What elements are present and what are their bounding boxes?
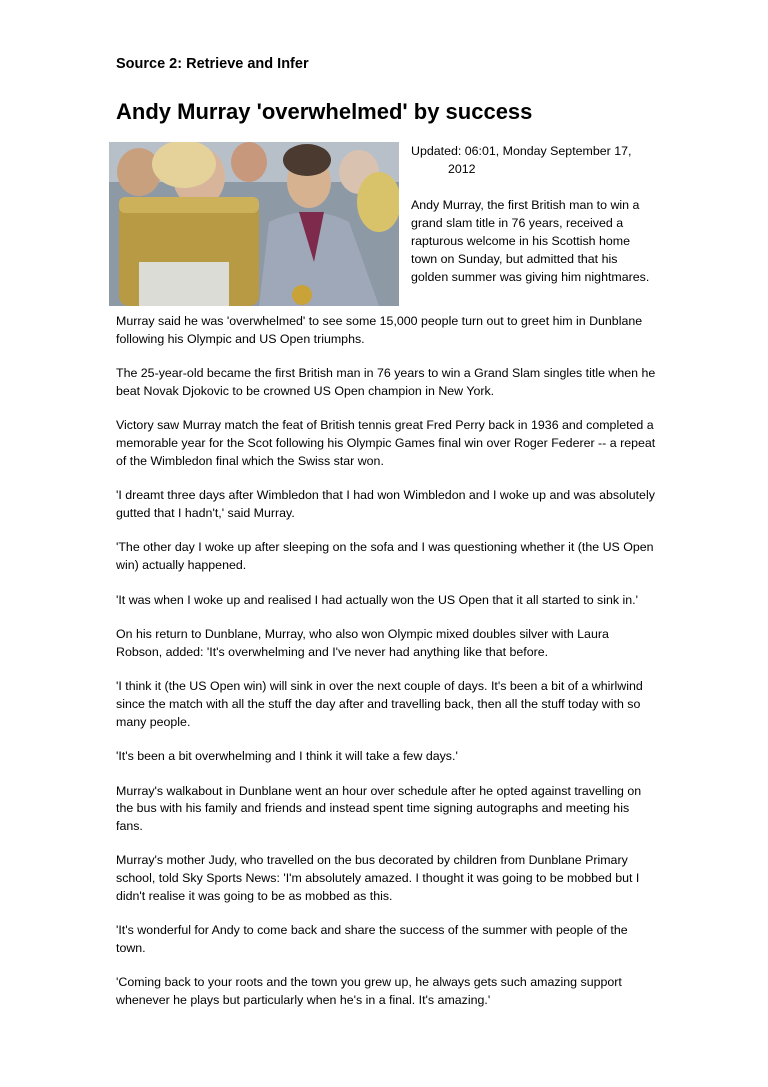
body-paragraph: 'Coming back to your roots and the town you grew up, he always gets such amazing support whenever he plays but particularly when he's in a final. It's amazing.' bbox=[116, 975, 622, 1008]
body-paragraph: 'I think it (the US Open win) will sink in over the next couple of days. It's been a bit of a whirlwind since the match with all the stuff the day after and travelling back, then all the stuff today with so many people. bbox=[116, 679, 643, 729]
article-intro bbox=[411, 142, 651, 286]
body-paragraph: 'It was when I woke up and realised I had actually won the US Open that it all started to sink in.' bbox=[116, 592, 638, 607]
updated-line-1: Updated: 06:01, Monday September 17, bbox=[411, 144, 632, 158]
body-paragraph: Murray's mother Judy, who travelled on the bus decorated by children from Dunblane Primary school, told Sky Sports News: 'I'm absolutely amazed. I thought it was going to be mobbed but I didn't realise it was going to be as mobbed as this. bbox=[116, 853, 640, 903]
body-paragraph: Murray's walkabout in Dunblane went an hour over schedule after he opted against travelling on the bus with his family and friends and instead spent time signing autographs and meeting his fans. bbox=[116, 783, 642, 833]
body-paragraph: Murray said he was 'overwhelmed' to see some 15,000 people turn out to greet him in Dunblane following his Olympic and US Open triumphs. bbox=[116, 314, 643, 346]
body-paragraph: Victory saw Murray match the feat of British tennis great Fred Perry back in 1936 and completed a memorable year for the Scot following his Olympic Games final win over Roger Federer -- a repeat of the Wimbledon final which the Swiss star won. bbox=[116, 418, 656, 468]
article-photo bbox=[109, 142, 399, 306]
updated-line-2: 2012 bbox=[448, 162, 476, 176]
body-paragraph: On his return to Dunblane, Murray, who also won Olympic mixed doubles silver with Laura Robson, added: 'It's overwhelming and I've never had anything like that before. bbox=[116, 627, 609, 659]
lead-paragraph: Andy Murray, the first British man to win a grand slam title in 76 years, received a rapturous welcome in his Scottish home town on Sunday, but admitted that his golden summer was giving him nightmares. bbox=[411, 198, 650, 284]
source-heading: Source 2: Retrieve and Infer bbox=[116, 56, 309, 72]
article-body bbox=[116, 313, 656, 1027]
updated-timestamp bbox=[411, 142, 651, 178]
body-paragraph: 'It's wonderful for Andy to come back and share the success of the summer with people of the town. bbox=[116, 923, 628, 955]
photo-illustration bbox=[109, 142, 399, 306]
body-paragraph: 'I dreamt three days after Wimbledon that I had won Wimbledon and I woke up and was absolutely gutted that I hadn't,' said Murray. bbox=[116, 488, 655, 520]
article-title: Andy Murray 'overwhelmed' by success bbox=[116, 99, 533, 124]
body-paragraph: The 25-year-old became the first British man in 76 years to win a Grand Slam singles title when he beat Novak Djokovic to be crowned US Open champion in New York. bbox=[116, 366, 656, 398]
body-paragraph: 'It's been a bit overwhelming and I think it will take a few days.' bbox=[116, 749, 458, 764]
body-paragraph: 'The other day I woke up after sleeping on the sofa and I was questioning whether it (the US Open win) actually happened. bbox=[116, 540, 654, 572]
